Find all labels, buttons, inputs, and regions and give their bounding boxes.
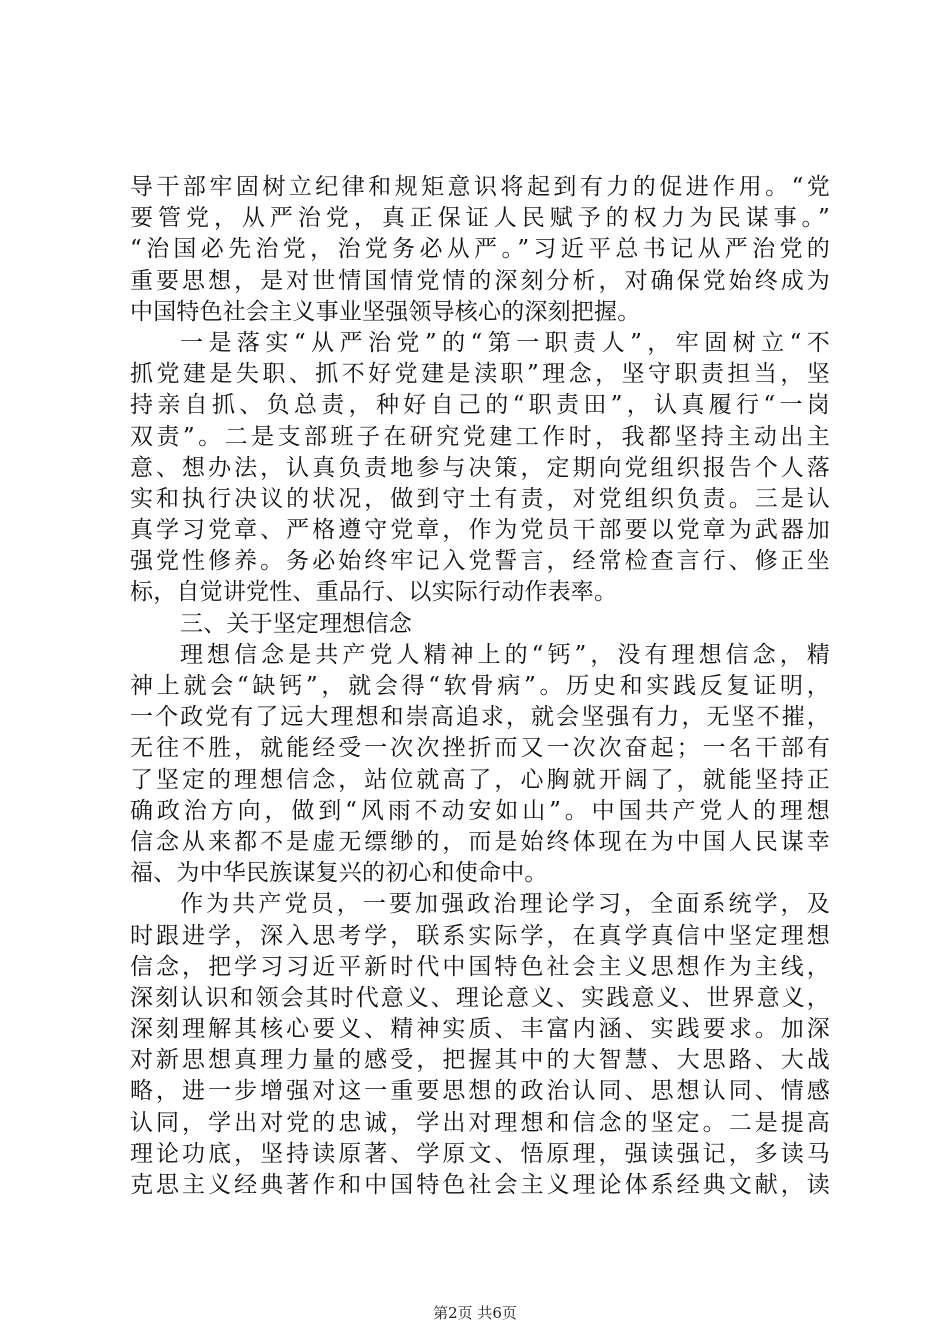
- paragraph-line: 信念，把学习习近平新时代中国特色社会主义思想作为主线，: [130, 953, 830, 980]
- paragraph-line: 持亲自抓、负总责，种好自己的“职责田”，认真履行“一岗: [130, 392, 830, 419]
- paragraph-line: 对新思想真理力量的感受，把握其中的大智慧、大思路、大战: [130, 1047, 830, 1074]
- paragraph-line: 了坚定的理想信念，站位就高了，心胸就开阔了，就能坚持正: [130, 766, 830, 793]
- paragraph-line: 理论功底，坚持读原著、学原文、悟原理，强读强记，多读马: [130, 1140, 830, 1167]
- paragraph-line: 深刻理解其核心要义、精神实质、丰富内涵、实践要求。加深: [130, 1016, 830, 1043]
- paragraph-line: 作为共产党员，一要加强政治理论学习，全面系统学，及: [180, 891, 830, 918]
- paragraph-line: 理想信念是共产党人精神上的“钙”，没有理想信念，精: [180, 641, 830, 668]
- document-body: [130, 172, 830, 1201]
- paragraph-line: 中国特色社会主义事业坚强领导核心的深刻把握。: [130, 298, 641, 325]
- paragraph-line: 略，进一步增强对这一重要思想的政治认同、思想认同、情感: [130, 1078, 830, 1105]
- paragraph-line: 确政治方向，做到“风雨不动安如山”。中国共产党人的理想: [130, 797, 830, 824]
- paragraph-line: 一是落实“从严治党”的“第一职责人”，牢固树立“不: [180, 329, 830, 356]
- paragraph-line: 无往不胜，就能经受一次次挫折而又一次次奋起；一名干部有: [130, 735, 830, 762]
- page-number-footer: 第2页 共6页: [433, 1304, 517, 1322]
- paragraph-line: 一个政党有了远大理想和崇高追求，就会坚强有力，无坚不摧，: [130, 704, 830, 731]
- paragraph-line: “治国必先治党，治党务必从严。”习近平总书记从严治党的: [130, 236, 830, 263]
- paragraph-line: 标，自觉讲党性、重品行、以实际行动作表率。: [130, 579, 618, 606]
- paragraph-line: 克思主义经典著作和中国特色社会主义理论体系经典文献，读: [130, 1172, 830, 1198]
- paragraph-line: 要管党，从严治党，真正保证人民赋予的权力为民谋事。”: [130, 205, 830, 232]
- paragraph-line: 抓党建是失职、抓不好党建是渎职”理念，坚守职责担当，坚: [130, 361, 830, 388]
- paragraph-line: 意、想办法，认真负责地参与决策，定期向党组织报告个人落: [130, 454, 830, 481]
- paragraph-line: 神上就会“缺钙”，就会得“软骨病”。历史和实践反复证明，: [130, 673, 830, 699]
- paragraph-line: 信念从来都不是虚无缥缈的，而是始终体现在为中国人民谋幸: [130, 828, 830, 855]
- paragraph-line: 强党性修养。务必始终牢记入党誓言，经常检查言行、修正坐: [130, 548, 830, 575]
- paragraph-line: 重要思想，是对世情国情党情的深刻分析，对确保党始终成为: [130, 267, 830, 294]
- section-heading: 三、关于坚定理想信念: [180, 610, 412, 637]
- paragraph-line: 双责”。二是支部班子在研究党建工作时，我都坚持主动出主: [130, 423, 830, 450]
- paragraph-line: 福、为中华民族谋复兴的初心和使命中。: [130, 860, 548, 887]
- paragraph-line: 时跟进学，深入思考学，联系实际学，在真学真信中坚定理想: [130, 922, 830, 949]
- paragraph-line: 真学习党章、严格遵守党章，作为党员干部要以党章为武器加: [130, 517, 830, 544]
- paragraph-line: 实和执行决议的状况，做到守土有责，对党组织负责。三是认: [130, 485, 830, 512]
- paragraph-line: 深刻认识和领会其时代意义、理论意义、实践意义、世界意义，: [130, 984, 830, 1011]
- paragraph-line: 导干部牢固树立纪律和规矩意识将起到有力的促进作用。“党: [130, 174, 830, 200]
- paragraph-line: 认同，学出对党的忠诚，学出对理想和信念的坚定。二是提高: [130, 1109, 830, 1136]
